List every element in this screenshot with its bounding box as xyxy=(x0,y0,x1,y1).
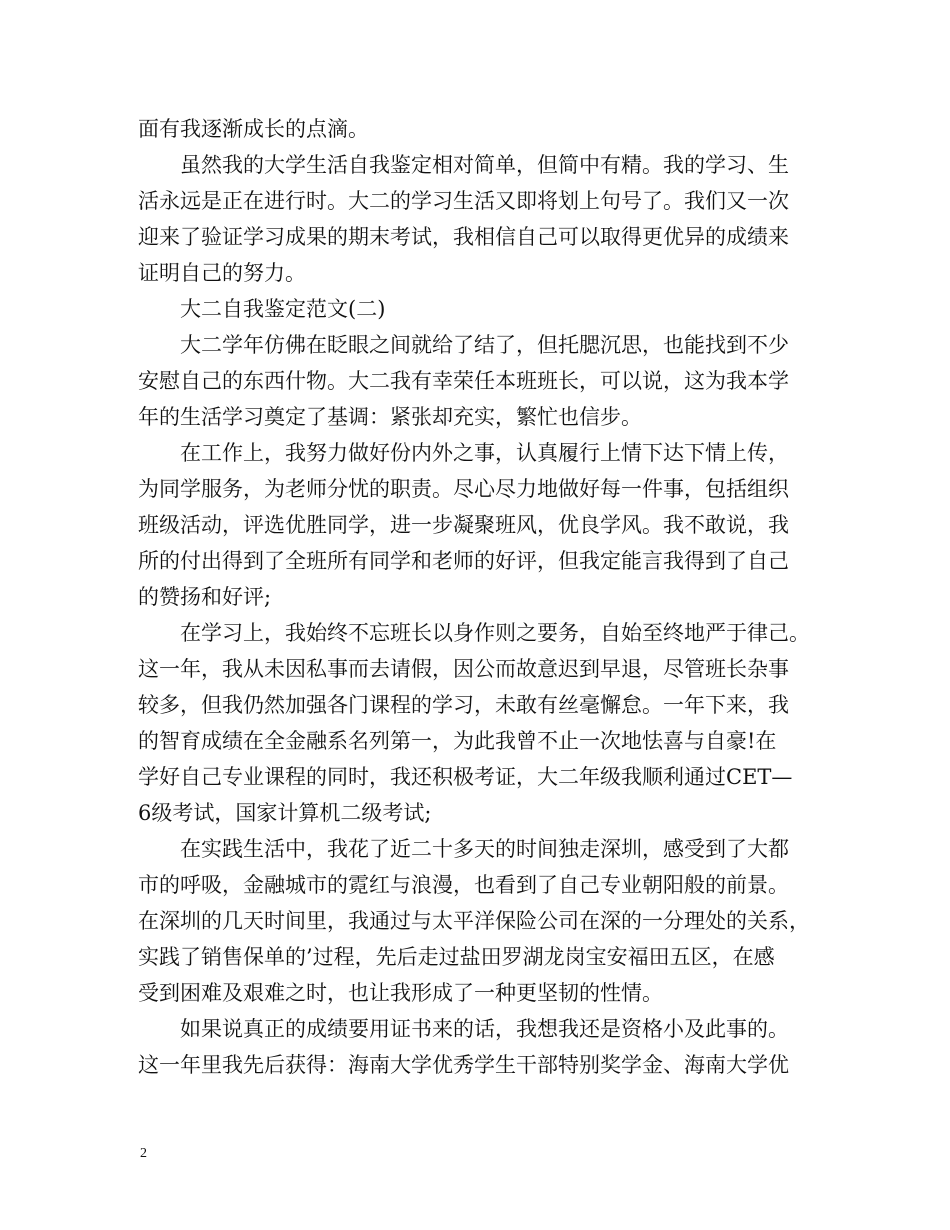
text-line: 的赞扬和好评; xyxy=(138,585,272,609)
section-heading: 大二自我鉴定范文(二) xyxy=(138,297,386,321)
text-line: 面有我逐渐成长的点滴。 xyxy=(138,117,369,141)
text-line: 市的呼吸，金融城市的霓红与浪漫，也看到了自己专业朝阳般的前景。 xyxy=(138,873,789,897)
text-line: 在深圳的几天时间里，我通过与太平洋保险公司在深的一分理处的关系， xyxy=(138,909,810,933)
text-line: 班级活动，评选优胜同学，进一步凝聚班风，优良学风。我不敢说，我 xyxy=(138,513,789,537)
text-line: 迎来了验证学习成果的期末考试，我相信自己可以取得更优异的成绩来 xyxy=(138,225,789,249)
text-line: 受到困难及艰难之时，也让我形成了一种更坚韧的性情。 xyxy=(138,981,663,1005)
text-line: 6级考试，国家计算机二级考试; xyxy=(138,801,432,825)
text-line: 为同学服务，为老师分忧的职责。尽心尽力地做好每一件事，包括组织 xyxy=(138,477,789,501)
text-line: 如果说真正的成绩要用证书来的话，我想我还是资格小及此事的。 xyxy=(138,1017,789,1041)
text-line: 年的生活学习奠定了基调：紧张却充实，繁忙也信步。 xyxy=(138,405,642,429)
text-line: 较多，但我仍然加强各门课程的学习，未敢有丝毫懈怠。一年下来，我 xyxy=(138,693,789,717)
text-line: 大二学年仿佛在眨眼之间就给了结了，但托腮沉思，也能找到不少 xyxy=(138,333,789,357)
text-line: 在学习上，我始终不忘班长以身作则之要务，自始至终地严于律己。 xyxy=(138,621,810,645)
text-line: 在工作上，我努力做好份内外之事，认真履行上情下达下情上传， xyxy=(138,441,789,465)
text-line: 的智育成绩在全金融系名列第一，为此我曾不止一次地怯喜与自豪!在 xyxy=(138,729,777,753)
text-line: 虽然我的大学生活自我鉴定相对简单，但简中有精。我的学习、生 xyxy=(138,153,789,177)
text-line: 这一年，我从未因私事而去请假，因公而故意迟到早退，尽管班长杂事 xyxy=(138,657,789,681)
text-line: 学好自己专业课程的同时，我还积极考证，大二年级我顺利通过CET— xyxy=(138,765,793,789)
page-number: 2 xyxy=(140,1146,147,1161)
text-line: 证明自己的努力。 xyxy=(138,261,306,285)
text-line: 安慰自己的东西什物。大二我有幸荣任本班班长，可以说，这为我本学 xyxy=(138,369,789,393)
text-line: 在实践生活中，我花了近二十多天的时间独走深圳，感受到了大都 xyxy=(138,837,789,861)
text-line: 所的付出得到了全班所有同学和老师的好评，但我定能言我得到了自己 xyxy=(138,549,789,573)
text-line: 实践了销售保单的’过程，先后走过盐田罗湖龙岗宝安福田五区，在感 xyxy=(138,945,775,969)
text-line: 活永远是正在进行时。大二的学习生活又即将划上句号了。我们又一次 xyxy=(138,189,789,213)
text-line: 这一年里我先后获得：海南大学优秀学生干部特别奖学金、海南大学优 xyxy=(138,1053,789,1077)
